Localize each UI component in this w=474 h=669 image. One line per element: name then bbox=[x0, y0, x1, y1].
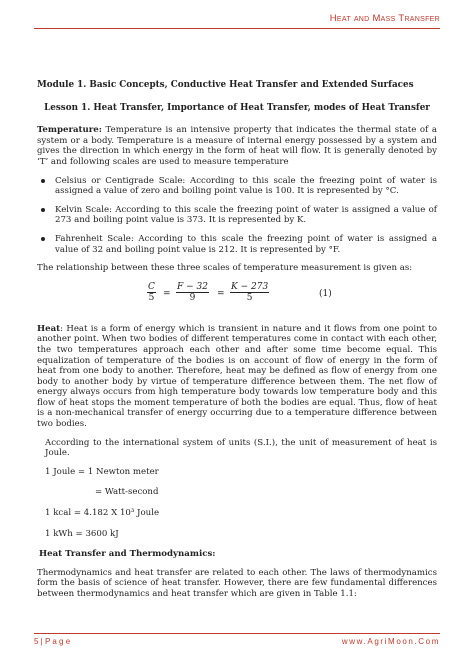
temperature-text: Temperature is an intensive property that indicates the thermal state of a system or a body. Temperature is a measure of internal energy possessed by a system and gives the direction in which energy in the form of heat will flow. It is generally denoted by ‘T’ and following scales are used to measure temperature bbox=[37, 125, 437, 167]
heat-text: : Heat is a form of energy which is transient in nature and it flows from one point to another point. When two bodies of different temperatures come in contact with each other, the two temperatures approach each other and after some time become equal. This equalization of temperature of the bodies is on account of flow of energy in the form of heat from one body to another. Therefore, heat may be defined as flow of energy from one body to another body by virtue of temperature difference between them. The net flow of energy always occurs from high temperature body towards low temperature body and this flow of heat stops the moment temperature of both the bodies are equal. Thus, flow of heat is a non-mechanical transfer of energy occurring due to a temperature difference between two bodies. bbox=[37, 323, 437, 430]
equation-number: (1) bbox=[319, 288, 332, 299]
relationship-text: The relationship between these three scales of temperature measurement is given as: bbox=[37, 263, 413, 274]
page-number: 5 | P a g e bbox=[34, 637, 71, 646]
temperature-equation bbox=[37, 282, 437, 314]
fraction-numerator: C bbox=[148, 281, 155, 292]
heat-paragraph bbox=[37, 324, 437, 430]
equals-sign: = bbox=[163, 288, 171, 299]
equals-sign: = bbox=[217, 288, 225, 299]
si-unit-text: According to the international system of units (S.I.), the unit of measurement of heat is Joule. bbox=[45, 437, 437, 459]
temperature-scales-list bbox=[55, 176, 437, 256]
fraction-numerator: F − 32 bbox=[177, 281, 208, 292]
footer-website: www.AgriMoon.Com bbox=[341, 637, 440, 646]
lesson-title: Lesson 1. Heat Transfer, Importance of Heat Transfer, modes of Heat Transfer bbox=[44, 102, 430, 113]
fraction-kelvin bbox=[230, 282, 269, 304]
fraction-numerator: K − 273 bbox=[231, 281, 269, 292]
module-title: Module 1. Basic Concepts, Conductive Heat Transfer and Extended Surfaces bbox=[37, 80, 414, 90]
fraction-denominator: 5 bbox=[148, 293, 155, 304]
unit-joule: 1 Joule = 1 Newton meter bbox=[45, 466, 159, 477]
temperature-label: Temperature: bbox=[37, 125, 102, 136]
page-content bbox=[37, 80, 437, 608]
list-item-fahrenheit: Fahrenheit Scale: According to this scale the freezing point of water is assigned a value of 32 and boiling point value is 212. It is represented by °F. bbox=[55, 233, 437, 255]
list-item-kelvin: Kelvin Scale: According to this scale the freezing point of water is assigned a value of 273 and boiling point value is 373. It is represented by K. bbox=[55, 204, 437, 226]
heat-label: Heat bbox=[37, 323, 61, 334]
thermo-paragraph: Thermodynamics and heat transfer are related to each other. The laws of thermodynamics form the basis of science of heat transfer. However, there are few fundamental differences between thermodynamics and heat transfer which are given in Table 1.1: bbox=[37, 567, 437, 599]
unit-kwh: 1 kWh = 3600 kJ bbox=[45, 528, 119, 539]
unit-watt-second: = Watt-second bbox=[95, 487, 159, 498]
temperature-paragraph bbox=[37, 125, 437, 167]
fraction-denominator: 9 bbox=[189, 293, 196, 304]
fraction-celsius bbox=[147, 282, 156, 304]
fraction-fahrenheit bbox=[176, 282, 209, 304]
header-divider bbox=[34, 28, 440, 29]
thermo-heading: Heat Transfer and Thermodynamics: bbox=[39, 549, 216, 560]
unit-kcal: 1 kcal = 4.182 X 10³ Joule bbox=[45, 508, 160, 519]
footer-divider bbox=[34, 633, 440, 634]
running-header: Heat and Mass Transfer bbox=[329, 13, 440, 24]
list-item-celsius: Celsius or Centigrade Scale: According to this scale the freezing point of water is assigned a value of zero and boiling point value is 100. It is represented by °C. bbox=[55, 175, 437, 197]
fraction-denominator: 5 bbox=[246, 293, 253, 304]
